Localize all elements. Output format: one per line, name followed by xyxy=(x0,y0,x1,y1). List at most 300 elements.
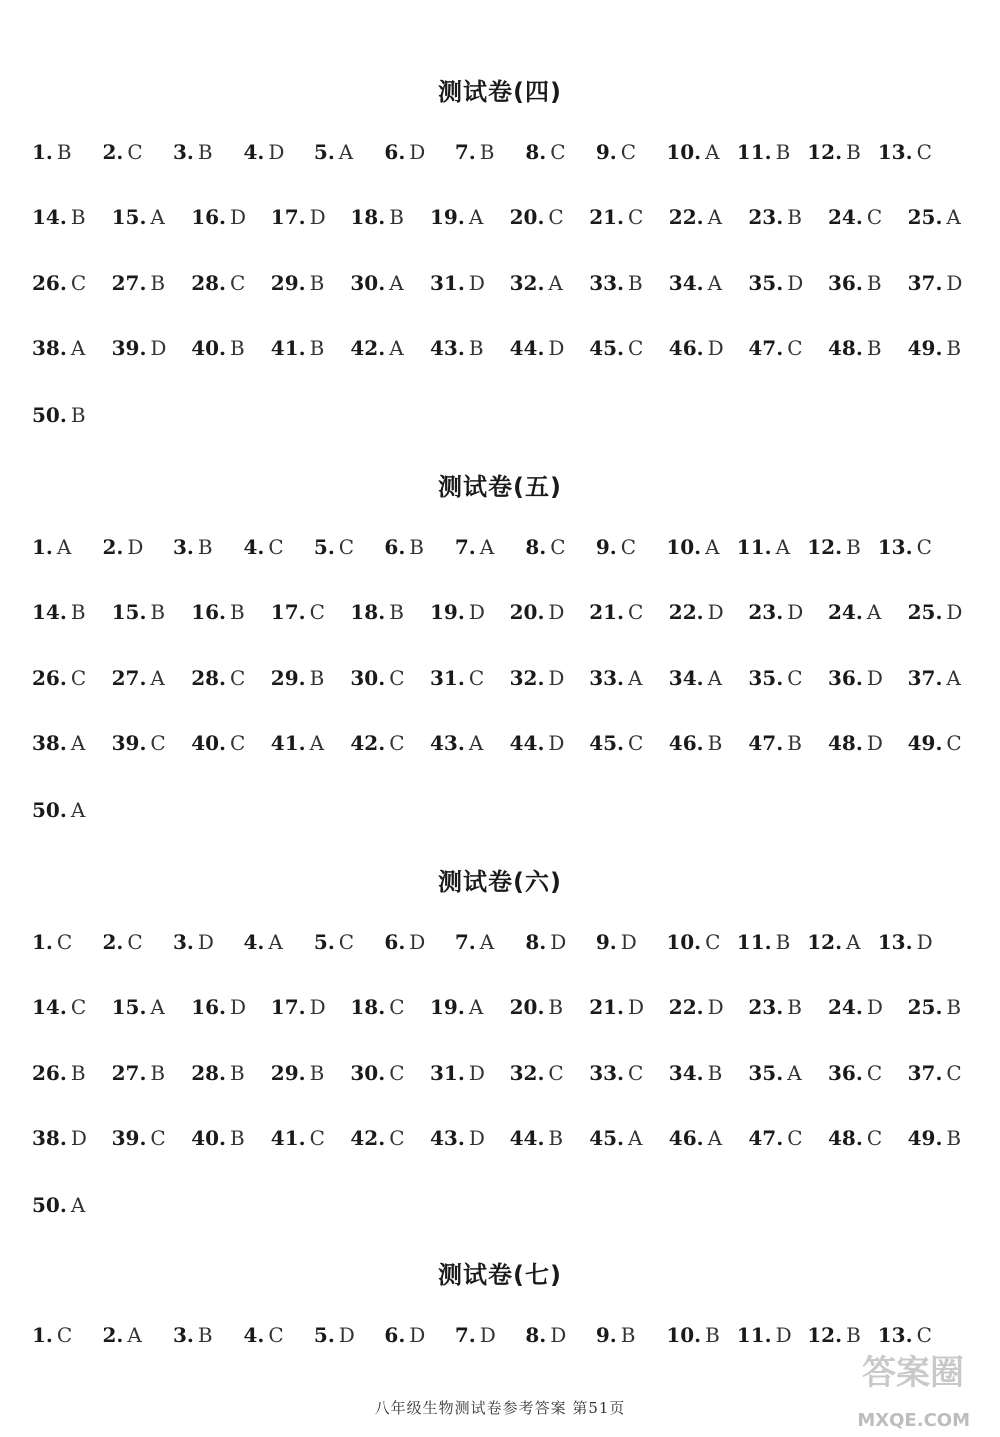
answer-letter: B xyxy=(309,271,325,295)
question-number: 6 xyxy=(384,1323,399,1347)
question-number: 41 xyxy=(270,336,299,360)
question-number: 8 xyxy=(525,535,540,559)
question-number: 7 xyxy=(454,930,469,954)
answer-item: 22. D xyxy=(668,600,724,624)
answer-item: 12. B xyxy=(807,1323,861,1347)
answer-item: 25. A xyxy=(907,205,961,229)
question-number: 39 xyxy=(111,336,140,360)
question-number: 39 xyxy=(111,1126,140,1150)
answer-item: 48. B xyxy=(828,336,882,360)
answer-item: 43. D xyxy=(430,1126,485,1150)
question-number: 45 xyxy=(589,731,618,755)
answer-letter: D xyxy=(409,1323,426,1347)
question-number: 40 xyxy=(191,731,220,755)
answer-item: 48. C xyxy=(828,1126,883,1150)
question-number: 12 xyxy=(807,1323,836,1347)
question-number: 26 xyxy=(32,666,60,690)
question-number: 8 xyxy=(525,930,540,954)
question-number: 38 xyxy=(32,336,60,360)
question-number: 16 xyxy=(191,600,220,624)
answer-letter: B xyxy=(70,1061,86,1085)
question-number: 4 xyxy=(243,1323,258,1347)
answer-letter: D xyxy=(550,930,567,954)
section-title: 测试卷(六) xyxy=(438,868,562,896)
question-number: 2 xyxy=(102,1323,117,1347)
question-number: 20 xyxy=(509,600,538,624)
answer-item: 47. C xyxy=(748,336,803,360)
answer-letter: B xyxy=(707,731,723,755)
answer-letter: C xyxy=(150,731,166,755)
question-number: 34 xyxy=(668,666,697,690)
answer-item: 19. D xyxy=(430,600,485,624)
answer-item: 35. C xyxy=(748,666,803,690)
answer-row xyxy=(0,1193,1000,1233)
answer-letter: B xyxy=(197,535,213,559)
answer-letter: A xyxy=(628,1126,643,1150)
answer-item: 10. B xyxy=(666,1323,720,1347)
question-number: 28 xyxy=(191,271,220,295)
answer-letter: C xyxy=(230,271,246,295)
question-number: 13 xyxy=(877,1323,906,1347)
answer-item: 48. D xyxy=(828,731,883,755)
answer-item: 27. B xyxy=(111,1061,166,1085)
answer-letter: C xyxy=(620,140,637,164)
question-number: 30 xyxy=(350,1061,379,1085)
answer-letter: C xyxy=(268,535,284,559)
question-number: 4 xyxy=(243,140,258,164)
question-number: 38 xyxy=(32,731,60,755)
question-number: 46 xyxy=(668,336,697,360)
question-number: 33 xyxy=(589,1061,618,1085)
answer-item: 49. C xyxy=(907,731,962,755)
answer-letter: C xyxy=(620,535,637,559)
question-number: 47 xyxy=(748,1126,777,1150)
answer-row xyxy=(0,731,1000,771)
answer-letter: C xyxy=(309,1126,325,1150)
answer-item: 8. D xyxy=(525,1323,567,1347)
question-number: 7 xyxy=(454,1323,469,1347)
question-number: 37 xyxy=(907,271,936,295)
answer-letter: D xyxy=(548,731,565,755)
question-number: 6 xyxy=(384,140,399,164)
question-number: 25 xyxy=(907,600,936,624)
answer-letter: C xyxy=(550,535,566,559)
answer-letter: B xyxy=(620,1323,636,1347)
question-number: 18 xyxy=(350,205,379,229)
answer-item: 30. C xyxy=(350,666,405,690)
answer-item: 12. B xyxy=(807,140,861,164)
answer-item: 7. A xyxy=(454,535,495,559)
question-number: 35 xyxy=(748,666,777,690)
answer-item: 8. C xyxy=(525,535,566,559)
question-number: 49 xyxy=(907,1126,936,1150)
answer-item: 25. B xyxy=(907,995,962,1019)
question-number: 16 xyxy=(191,205,220,229)
question-number: 17 xyxy=(270,205,299,229)
answer-item: 17. D xyxy=(270,995,326,1019)
answer-letter: B xyxy=(150,600,166,624)
answer-item: 6. D xyxy=(384,140,426,164)
answer-item: 23. B xyxy=(748,995,802,1019)
answer-letter: B xyxy=(548,1126,564,1150)
answer-letter: D xyxy=(468,1126,485,1150)
question-number: 36 xyxy=(828,271,856,295)
question-number: 15 xyxy=(111,600,140,624)
answer-letter: A xyxy=(705,140,720,164)
answer-item: 47. C xyxy=(748,1126,803,1150)
question-number: 26 xyxy=(32,1061,60,1085)
answer-row xyxy=(0,1126,1000,1166)
answer-row xyxy=(0,930,1000,970)
answer-row xyxy=(0,205,1000,245)
answer-letter: C xyxy=(150,1126,166,1150)
question-number: 24 xyxy=(828,995,856,1019)
answer-letter: C xyxy=(70,666,87,690)
question-number: 6 xyxy=(384,535,399,559)
answer-item: 31. D xyxy=(430,1061,485,1085)
answer-item: 9. D xyxy=(595,930,637,954)
question-number: 4 xyxy=(243,535,258,559)
answer-item: 35. D xyxy=(748,271,804,295)
answer-letter: A xyxy=(268,930,283,954)
answer-item: 43. A xyxy=(430,731,484,755)
question-number: 2 xyxy=(102,140,117,164)
question-number: 29 xyxy=(270,1061,299,1085)
answer-letter: C xyxy=(70,995,87,1019)
answer-letter: D xyxy=(620,930,637,954)
answer-letter: A xyxy=(338,140,354,164)
answer-letter: D xyxy=(468,1061,485,1085)
answer-row xyxy=(0,140,1000,180)
question-number: 8 xyxy=(525,1323,540,1347)
question-number: 46 xyxy=(668,731,697,755)
answer-item: 5. A xyxy=(313,140,354,164)
question-number: 9 xyxy=(595,930,610,954)
answer-item: 13. C xyxy=(877,1323,932,1347)
answer-letter: A xyxy=(468,205,484,229)
answer-item: 29. B xyxy=(270,1061,325,1085)
answer-letter: C xyxy=(127,140,143,164)
answer-letter: D xyxy=(479,1323,496,1347)
answer-letter: B xyxy=(946,336,962,360)
answer-item: 9. C xyxy=(595,535,637,559)
answer-item: 17. D xyxy=(270,205,326,229)
answer-item: 10. A xyxy=(666,140,720,164)
answer-item: 47. B xyxy=(748,731,802,755)
answer-item: 49. B xyxy=(907,1126,962,1150)
answer-item: 26. C xyxy=(32,271,87,295)
question-number: 34 xyxy=(668,1061,697,1085)
answer-item: 5. D xyxy=(313,1323,355,1347)
answer-item: 36. D xyxy=(828,666,883,690)
question-number: 2 xyxy=(102,535,117,559)
answer-item: 2. D xyxy=(102,535,144,559)
answer-letter: B xyxy=(628,271,643,295)
question-number: 34 xyxy=(668,271,697,295)
question-number: 24 xyxy=(828,600,856,624)
answer-item: 24. A xyxy=(828,600,882,624)
question-number: 11 xyxy=(736,140,765,164)
answer-letter: D xyxy=(916,930,933,954)
section-title: 测试卷(七) xyxy=(438,1261,562,1289)
answer-item: 34. A xyxy=(668,666,723,690)
answer-item: 15. A xyxy=(111,995,165,1019)
answer-letter: B xyxy=(70,403,86,427)
answer-letter: A xyxy=(389,271,404,295)
answer-letter: A xyxy=(628,666,643,690)
answer-letter: B xyxy=(230,1126,245,1150)
answer-row xyxy=(0,336,1000,376)
answer-letter: A xyxy=(705,535,720,559)
answer-letter: D xyxy=(197,930,214,954)
answer-item: 8. D xyxy=(525,930,567,954)
answer-letter: D xyxy=(70,1126,87,1150)
question-number: 35 xyxy=(748,1061,777,1085)
question-number: 36 xyxy=(828,666,856,690)
question-number: 41 xyxy=(270,731,299,755)
question-number: 10 xyxy=(666,930,695,954)
answer-item: 22. D xyxy=(668,995,724,1019)
answer-item: 1. A xyxy=(32,535,72,559)
answer-letter: D xyxy=(127,535,144,559)
answer-letter: C xyxy=(389,995,405,1019)
question-number: 28 xyxy=(191,1061,220,1085)
answer-item: 18. B xyxy=(350,205,404,229)
answer-item: 29. B xyxy=(270,271,325,295)
question-number: 11 xyxy=(736,930,765,954)
answer-item: 50. B xyxy=(32,403,86,427)
question-number: 40 xyxy=(191,1126,220,1150)
answer-item: 40. B xyxy=(191,336,245,360)
answer-letter: B xyxy=(150,271,166,295)
answer-letter: A xyxy=(775,535,791,559)
answer-item: 15. A xyxy=(111,205,165,229)
answer-item: 42. C xyxy=(350,731,405,755)
answer-item: 11. A xyxy=(736,535,791,559)
answer-letter: C xyxy=(548,205,564,229)
answer-letter: D xyxy=(628,995,645,1019)
answer-letter: C xyxy=(389,1126,405,1150)
answer-letter: C xyxy=(70,271,87,295)
answer-letter: D xyxy=(230,205,247,229)
question-number: 48 xyxy=(828,731,856,755)
answer-letter: A xyxy=(70,731,86,755)
answer-item: 1. C xyxy=(32,930,73,954)
question-number: 27 xyxy=(111,666,140,690)
question-number: 12 xyxy=(807,930,836,954)
answer-letter: B xyxy=(389,205,404,229)
answer-letter: D xyxy=(866,666,883,690)
answer-item: 24. C xyxy=(828,205,883,229)
answer-letter: A xyxy=(309,731,325,755)
question-number: 23 xyxy=(748,600,777,624)
question-number: 6 xyxy=(384,930,399,954)
question-number: 20 xyxy=(509,205,538,229)
answer-item: 13. C xyxy=(877,140,932,164)
answer-item: 45. C xyxy=(589,731,644,755)
question-number: 37 xyxy=(907,666,936,690)
answer-item: 46. D xyxy=(668,336,724,360)
answer-item: 5. C xyxy=(313,535,355,559)
question-number: 44 xyxy=(509,731,538,755)
question-number: 49 xyxy=(907,336,936,360)
answer-letter: A xyxy=(70,336,86,360)
answer-letter: A xyxy=(707,666,723,690)
answer-item: 27. A xyxy=(111,666,165,690)
answer-letter: D xyxy=(309,205,326,229)
answer-letter: D xyxy=(150,336,167,360)
answer-letter: D xyxy=(338,1323,355,1347)
answer-item: 41. C xyxy=(270,1126,325,1150)
question-number: 50 xyxy=(32,1193,60,1217)
question-number: 21 xyxy=(589,205,618,229)
question-number: 42 xyxy=(350,336,379,360)
answer-item: 14. C xyxy=(32,995,87,1019)
question-number: 4 xyxy=(243,930,258,954)
answer-row xyxy=(0,535,1000,575)
question-number: 25 xyxy=(907,995,936,1019)
answer-letter: B xyxy=(70,205,86,229)
question-number: 43 xyxy=(430,1126,458,1150)
answer-item: 6. D xyxy=(384,930,426,954)
answer-item: 7. B xyxy=(454,140,495,164)
answer-item: 16. B xyxy=(191,600,245,624)
question-number: 16 xyxy=(191,995,220,1019)
answer-item: 21. C xyxy=(589,600,644,624)
answer-letter: C xyxy=(548,1061,564,1085)
answer-letter: D xyxy=(268,140,285,164)
answer-item: 50. A xyxy=(32,798,86,822)
answer-letter: A xyxy=(127,1323,142,1347)
answer-letter: C xyxy=(787,336,803,360)
answer-item: 19. A xyxy=(430,205,484,229)
answer-letter: A xyxy=(707,1126,723,1150)
question-number: 12 xyxy=(807,535,836,559)
answer-item: 32. C xyxy=(509,1061,564,1085)
answer-letter: B xyxy=(309,336,325,360)
question-number: 42 xyxy=(350,731,379,755)
answer-item: 38. A xyxy=(32,731,86,755)
answer-item: 42. C xyxy=(350,1126,405,1150)
question-number: 32 xyxy=(509,1061,538,1085)
answer-item: 45. A xyxy=(589,1126,643,1150)
answer-item: 19. A xyxy=(430,995,484,1019)
answer-letter: C xyxy=(338,930,355,954)
question-number: 18 xyxy=(350,995,379,1019)
answer-letter: B xyxy=(707,1061,723,1085)
answer-item: 4. C xyxy=(243,1323,284,1347)
answer-letter: A xyxy=(70,1193,86,1217)
answer-item: 4. D xyxy=(243,140,285,164)
answer-item: 26. C xyxy=(32,666,87,690)
answer-item: 3. B xyxy=(172,1323,213,1347)
question-number: 40 xyxy=(191,336,220,360)
answer-item: 7. D xyxy=(454,1323,496,1347)
question-number: 13 xyxy=(877,535,906,559)
answer-item: 18. B xyxy=(350,600,404,624)
answer-letter: D xyxy=(946,600,963,624)
answer-item: 28. C xyxy=(191,271,246,295)
answer-item: 23. D xyxy=(748,600,804,624)
answer-row xyxy=(0,995,1000,1035)
question-number: 2 xyxy=(102,930,117,954)
answer-item: 27. B xyxy=(111,271,166,295)
question-number: 23 xyxy=(748,205,777,229)
question-number: 31 xyxy=(430,1061,458,1085)
answer-letter: C xyxy=(628,336,644,360)
question-number: 31 xyxy=(430,666,458,690)
answer-letter: A xyxy=(479,535,495,559)
answer-letter: C xyxy=(628,205,644,229)
answer-item: 38. D xyxy=(32,1126,87,1150)
question-number: 3 xyxy=(172,930,187,954)
answer-item: 6. D xyxy=(384,1323,426,1347)
answer-item: 12. B xyxy=(807,535,861,559)
answer-letter: A xyxy=(468,995,484,1019)
answer-item: 33. C xyxy=(589,1061,644,1085)
answer-letter: B xyxy=(946,1126,962,1150)
answer-letter: A xyxy=(468,731,484,755)
answer-item: 46. A xyxy=(668,1126,723,1150)
answer-letter: A xyxy=(150,205,165,229)
answer-letter: B xyxy=(309,666,325,690)
answer-letter: C xyxy=(628,731,644,755)
question-number: 5 xyxy=(313,930,328,954)
answer-letter: D xyxy=(468,271,485,295)
answer-item: 20. D xyxy=(509,600,565,624)
answer-item: 28. C xyxy=(191,666,246,690)
question-number: 22 xyxy=(668,995,697,1019)
question-number: 29 xyxy=(270,271,299,295)
answer-item: 3. B xyxy=(172,535,213,559)
answer-letter: B xyxy=(230,336,245,360)
question-number: 3 xyxy=(172,535,187,559)
question-number: 17 xyxy=(270,995,299,1019)
answer-letter: D xyxy=(866,731,883,755)
answer-letter: B xyxy=(309,1061,325,1085)
answer-letter: D xyxy=(787,271,804,295)
answer-letter: C xyxy=(56,930,73,954)
answer-item: 39. C xyxy=(111,731,166,755)
answer-item: 18. C xyxy=(350,995,405,1019)
answer-item: 17. C xyxy=(270,600,325,624)
answer-item: 4. A xyxy=(243,930,283,954)
question-number: 18 xyxy=(350,600,379,624)
answer-item: 10. A xyxy=(666,535,720,559)
section-title: 测试卷(五) xyxy=(438,473,562,501)
question-number: 21 xyxy=(589,995,618,1019)
answer-letter: C xyxy=(230,731,246,755)
question-number: 15 xyxy=(111,995,140,1019)
question-number: 39 xyxy=(111,731,140,755)
question-number: 21 xyxy=(589,600,618,624)
answer-item: 20. B xyxy=(509,995,564,1019)
answer-letter: D xyxy=(550,1323,567,1347)
question-number: 38 xyxy=(32,1126,60,1150)
answer-item: 9. B xyxy=(595,1323,636,1347)
answer-item: 22. A xyxy=(668,205,723,229)
question-number: 37 xyxy=(907,1061,936,1085)
answer-letter: D xyxy=(775,1323,792,1347)
answer-item: 32. D xyxy=(509,666,565,690)
question-number: 47 xyxy=(748,336,777,360)
answer-item: 41. B xyxy=(270,336,325,360)
answer-letter: C xyxy=(916,535,932,559)
question-number: 19 xyxy=(430,600,458,624)
question-number: 14 xyxy=(32,205,60,229)
question-number: 12 xyxy=(807,140,836,164)
answer-item: 7. A xyxy=(454,930,495,954)
